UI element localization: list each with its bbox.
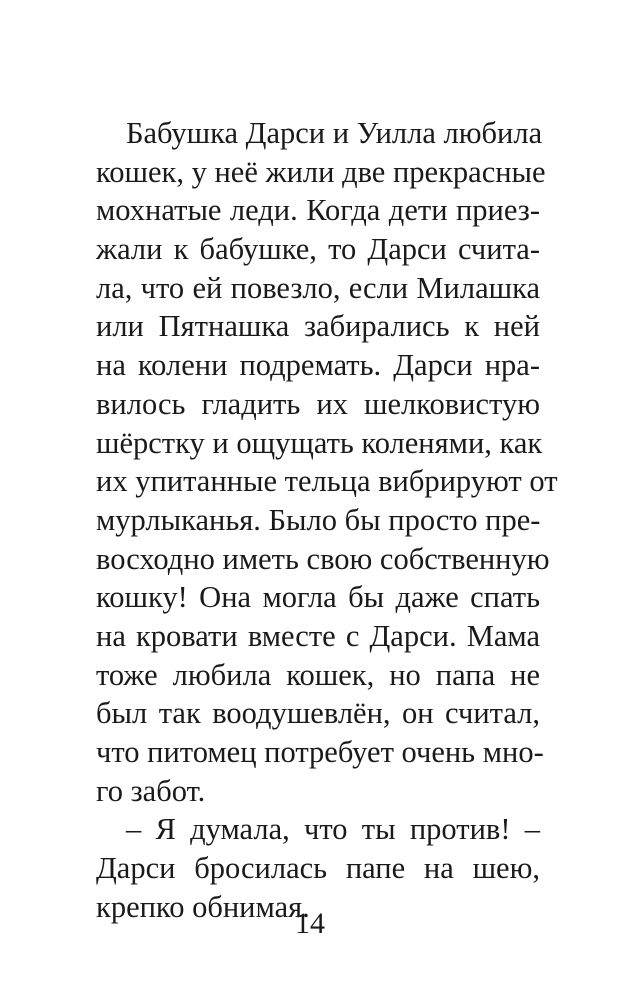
text-line: Дарси бросилась папе на шею,: [96, 851, 540, 886]
text-line: был так воодушевлён, он считал,: [96, 696, 540, 731]
text-line: – Я думала, что ты против! –: [126, 812, 540, 847]
body-text: [96, 114, 558, 926]
text-line: Бабушка Дарси и Уилла любила: [126, 116, 543, 150]
text-line: на колени подремать. Дарси нра-: [96, 348, 540, 383]
text-line: мохнатые леди. Когда дети приез-: [96, 193, 540, 228]
text-line: мурлыканья. Было бы просто пре-: [96, 502, 541, 537]
page-number: 14: [295, 907, 325, 940]
text-line: крепко обнимая.: [96, 889, 310, 924]
text-line: жали к бабушке, то Дарси счита-: [96, 232, 540, 267]
text-line: вилось гладить их шелковистую: [96, 386, 540, 421]
text-line: кошку! Она могла бы даже спать: [96, 580, 540, 615]
text-line: кошек, у неё жили две прекрасные: [96, 154, 546, 189]
text-line: или Пятнашка забирались к ней: [96, 309, 540, 344]
text-line: тоже любила кошек, но папа не: [96, 657, 540, 692]
text-line: восходно иметь свою собственную: [96, 541, 550, 576]
text-line: на кровати вместе с Дарси. Мама: [96, 618, 540, 653]
text-line: го забот.: [96, 773, 206, 808]
text-line: шёрстку и ощущать коленями, как: [96, 425, 543, 460]
text-line: ла, что ей повезло, если Милашка: [96, 270, 540, 305]
text-line: их упитанные тельца вибрируют от: [96, 464, 558, 499]
text-line: что питомец потребует очень мно-: [96, 735, 544, 769]
